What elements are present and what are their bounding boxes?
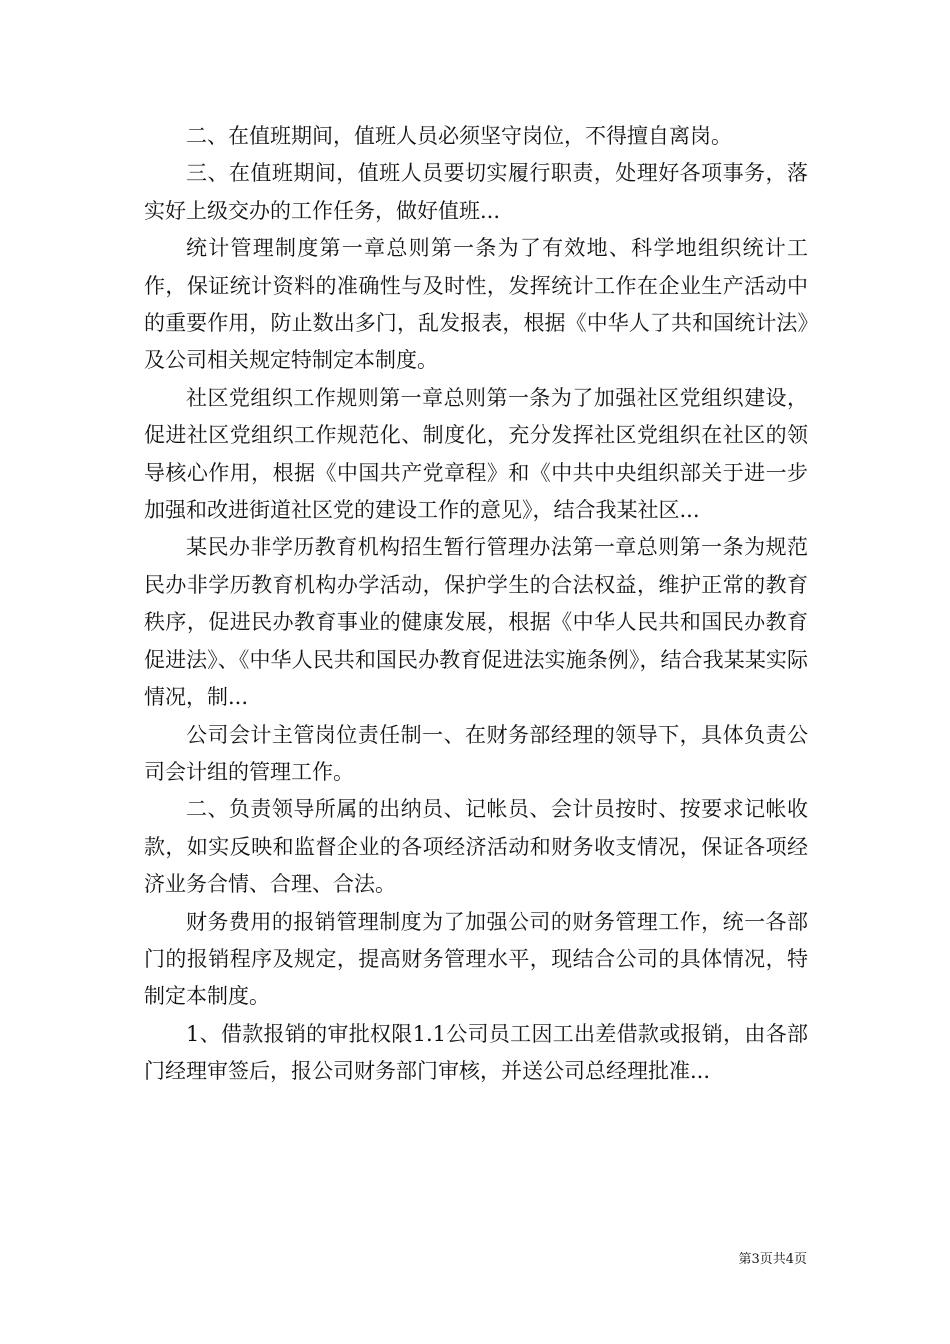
paragraph: 1、借款报销的审批权限1.1公司员工因工出差借款或报销，由各部门经理审签后，报公司财务部门审核，并送公司总经理批准...	[144, 1021, 808, 1084]
page-number: 第3页共4页	[738, 1252, 807, 1267]
paragraph: 三、在值班期间，值班人员要切实履行职责，处理好各项事务，落实好上级交办的工作任务，做好值班...	[144, 161, 808, 223]
paragraph: 公司会计主管岗位责任制一、在财务部经理的领导下，具体负责公司会计组的管理工作。	[144, 722, 808, 784]
paragraph: 社区党组织工作规则第一章总则第一条为了加强社区党组织建设，促进社区党组织工作规范化、制度化，充分发挥社区党组织在社区的领导核心作用，根据《中国共产党章程》和《中共中央组织部关于进一步加强和改进街道社区党的建设工作的意见》，结合我某社区...	[144, 385, 808, 523]
paragraph: 二、在值班期间，值班人员必须坚守岗位，不得擅自离岗。	[186, 124, 732, 148]
paragraph: 某民办非学历教育机构招生暂行管理办法第一章总则第一条为规范民办非学历教育机构办学活动，保护学生的合法权益，维护正常的教育秩序，促进民办教育事业的健康发展，根据《中华人民共和国民办教育促进法》、《中华人民共和国民办教育促进法实施条例》，结合我某某实际情况，制...	[144, 535, 808, 710]
paragraph: 统计管理制度第一章总则第一条为了有效地、科学地组织统计工作，保证统计资料的准确性与及时性，发挥统计工作在企业生产活动中的重要作用，防止数出多门，乱发报表，根据《中华人了共和国统计法》及公司相关规定特制定本制度。	[144, 236, 808, 373]
paragraph: 二、负责领导所属的出纳员、记帐员、会计员按时、按要求记帐收款，如实反映和监督企业的各项经济活动和财务收支情况，保证各项经济业务合情、合理、合法。	[144, 797, 808, 897]
document-body	[144, 118, 808, 1091]
paragraph: 财务费用的报销管理制度为了加强公司的财务管理工作，统一各部门的报销程序及规定，提高财务管理水平，现结合公司的具体情况，特制定本制度。	[144, 909, 808, 1009]
